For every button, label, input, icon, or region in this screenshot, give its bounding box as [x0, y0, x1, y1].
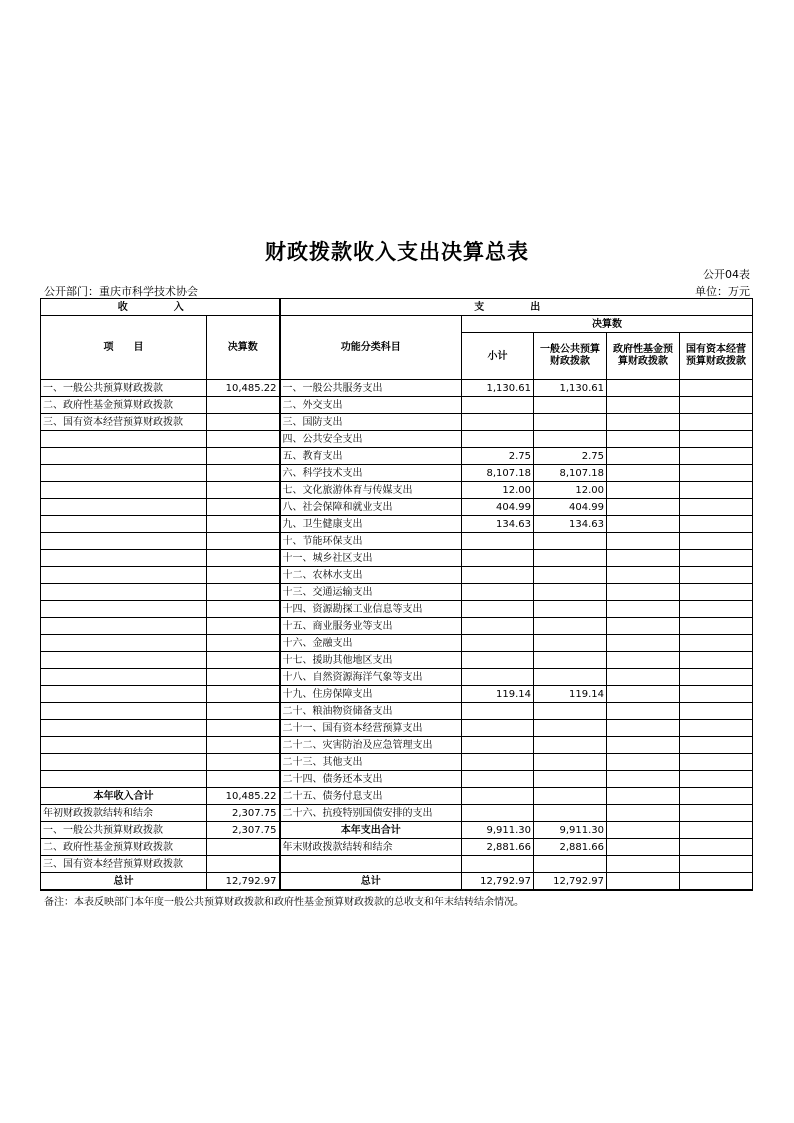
gov-fund-cell [607, 482, 680, 499]
subtotal-cell [462, 788, 534, 805]
income-amount-cell [207, 856, 280, 873]
expense-item-cell: 十五、商业服务业等支出 [280, 618, 462, 635]
gov-fund-cell [607, 584, 680, 601]
general-budget-cell [534, 703, 607, 720]
income-item-cell [41, 618, 207, 635]
subtotal-cell [462, 635, 534, 652]
table-row [41, 839, 753, 856]
general-budget-header: 一般公共预算财政拨款 [534, 333, 607, 380]
general-budget-cell [534, 856, 607, 873]
expense-item-cell: 二十一、国有资本经营预算支出 [280, 720, 462, 737]
state-capital-cell [680, 397, 753, 414]
unit-label: 单位：万元 [695, 285, 750, 298]
expense-item-cell: 二、外交支出 [280, 397, 462, 414]
subtotal-cell [462, 431, 534, 448]
table-row [41, 805, 753, 822]
subtotal-cell [462, 737, 534, 754]
table-row [41, 754, 753, 771]
income-amount-cell [207, 737, 280, 754]
subtotal-cell: 2.75 [462, 448, 534, 465]
state-capital-cell [680, 754, 753, 771]
form-code: 公开04表 [703, 268, 750, 281]
state-capital-cell [680, 414, 753, 431]
table-row [41, 652, 753, 669]
subtotal-cell: 12,792.97 [462, 873, 534, 891]
expense-item-cell: 二十、粮油物资储备支出 [280, 703, 462, 720]
general-budget-cell [534, 754, 607, 771]
general-budget-cell: 12.00 [534, 482, 607, 499]
financial-table [40, 298, 753, 891]
expense-item-cell: 九、卫生健康支出 [280, 516, 462, 533]
table-row [41, 550, 753, 567]
gov-fund-cell [607, 822, 680, 839]
general-budget-cell: 2,881.66 [534, 839, 607, 856]
gov-fund-cell [607, 669, 680, 686]
subtotal-cell: 1,130.61 [462, 380, 534, 397]
general-budget-cell [534, 567, 607, 584]
subtotal-cell [462, 533, 534, 550]
table-row [41, 669, 753, 686]
gov-fund-cell [607, 771, 680, 788]
table-row [41, 516, 753, 533]
gov-fund-cell [607, 788, 680, 805]
table-row [41, 380, 753, 397]
gov-fund-cell [607, 873, 680, 891]
state-capital-cell [680, 720, 753, 737]
table-row [41, 533, 753, 550]
table-row [41, 856, 753, 873]
gov-fund-cell [607, 448, 680, 465]
expense-item-cell: 十四、资源勘探工业信息等支出 [280, 601, 462, 618]
state-capital-cell [680, 873, 753, 891]
expense-item-cell: 十七、援助其他地区支出 [280, 652, 462, 669]
subtotal-cell [462, 414, 534, 431]
income-amount-cell [207, 839, 280, 856]
state-capital-cell [680, 550, 753, 567]
table-row [41, 737, 753, 754]
expense-item-cell: 八、社会保障和就业支出 [280, 499, 462, 516]
state-capital-cell [680, 516, 753, 533]
income-item-cell [41, 601, 207, 618]
expense-item-cell [280, 856, 462, 873]
general-budget-cell [534, 635, 607, 652]
state-capital-cell [680, 635, 753, 652]
income-amount-cell [207, 499, 280, 516]
state-capital-cell [680, 686, 753, 703]
general-budget-cell: 12,792.97 [534, 873, 607, 891]
expense-item-cell: 总计 [280, 873, 462, 891]
income-item-cell [41, 482, 207, 499]
gov-fund-header: 政府性基金预算财政拨款 [607, 333, 680, 380]
income-item-cell [41, 516, 207, 533]
table-row [41, 703, 753, 720]
general-budget-cell: 119.14 [534, 686, 607, 703]
gov-fund-cell [607, 805, 680, 822]
subtotal-cell [462, 669, 534, 686]
income-amount-cell: 2,307.75 [207, 822, 280, 839]
table-row [41, 635, 753, 652]
state-capital-cell [680, 431, 753, 448]
state-capital-cell [680, 499, 753, 516]
func-item-header: 功能分类科目 [280, 316, 462, 380]
state-capital-cell [680, 601, 753, 618]
income-item-cell [41, 669, 207, 686]
expense-item-cell: 年末财政拨款结转和结余 [280, 839, 462, 856]
gov-fund-cell [607, 516, 680, 533]
state-capital-cell [680, 839, 753, 856]
subtotal-cell [462, 584, 534, 601]
income-amount-cell: 10,485.22 [207, 788, 280, 805]
general-budget-cell [534, 550, 607, 567]
department-label: 公开部门：重庆市科学技术协会 [44, 285, 198, 298]
subtotal-cell [462, 397, 534, 414]
state-capital-cell [680, 805, 753, 822]
income-amount-cell [207, 686, 280, 703]
table-row [41, 788, 753, 805]
general-budget-cell: 134.63 [534, 516, 607, 533]
gov-fund-cell [607, 635, 680, 652]
income-amount-cell: 10,485.22 [207, 380, 280, 397]
income-item-cell [41, 550, 207, 567]
general-budget-cell [534, 431, 607, 448]
income-item-cell [41, 686, 207, 703]
income-item-cell [41, 567, 207, 584]
income-amount-cell [207, 516, 280, 533]
income-header: 收 入 [41, 299, 280, 316]
general-budget-cell [534, 805, 607, 822]
income-amount-cell [207, 754, 280, 771]
final-header: 决算数 [462, 316, 753, 333]
income-item-cell: 年初财政拨款结转和结余 [41, 805, 207, 822]
general-budget-cell [534, 584, 607, 601]
state-capital-cell [680, 465, 753, 482]
income-item-cell [41, 448, 207, 465]
table-row [41, 720, 753, 737]
income-amount-cell [207, 431, 280, 448]
income-item-cell [41, 720, 207, 737]
gov-fund-cell [607, 533, 680, 550]
gov-fund-cell [607, 465, 680, 482]
income-amount-cell [207, 414, 280, 431]
state-capital-cell [680, 448, 753, 465]
expense-item-cell: 六、科学技术支出 [280, 465, 462, 482]
expense-item-cell: 二十二、灾害防治及应急管理支出 [280, 737, 462, 754]
table-row [41, 618, 753, 635]
subtotal-cell: 9,911.30 [462, 822, 534, 839]
income-item-cell [41, 584, 207, 601]
expense-item-cell: 五、教育支出 [280, 448, 462, 465]
general-budget-cell [534, 652, 607, 669]
state-capital-cell [680, 669, 753, 686]
expense-item-cell: 十九、住房保障支出 [280, 686, 462, 703]
income-item-cell: 三、国有资本经营预算财政拨款 [41, 414, 207, 431]
income-amount-cell [207, 601, 280, 618]
income-item-cell [41, 737, 207, 754]
general-budget-cell [534, 601, 607, 618]
state-capital-cell [680, 788, 753, 805]
gov-fund-cell [607, 686, 680, 703]
table-row [41, 686, 753, 703]
income-amount-cell [207, 635, 280, 652]
income-amount-cell [207, 550, 280, 567]
subtotal-cell [462, 856, 534, 873]
gov-fund-cell [607, 703, 680, 720]
income-amount-cell [207, 482, 280, 499]
table-row [41, 873, 753, 891]
expense-item-cell: 本年支出合计 [280, 822, 462, 839]
gov-fund-cell [607, 414, 680, 431]
income-item-cell [41, 465, 207, 482]
state-capital-cell [680, 737, 753, 754]
general-budget-cell: 1,130.61 [534, 380, 607, 397]
general-budget-cell: 8,107.18 [534, 465, 607, 482]
income-item-cell: 一、一般公共预算财政拨款 [41, 380, 207, 397]
gov-fund-cell [607, 618, 680, 635]
income-amount-cell [207, 669, 280, 686]
table-row [41, 448, 753, 465]
expense-item-cell: 四、公共安全支出 [280, 431, 462, 448]
table-row [41, 499, 753, 516]
subtotal-cell [462, 703, 534, 720]
subtotal-cell [462, 601, 534, 618]
income-item-cell [41, 652, 207, 669]
table-row [41, 397, 753, 414]
subtotal-cell [462, 567, 534, 584]
income-amount-cell [207, 771, 280, 788]
general-budget-cell [534, 397, 607, 414]
general-budget-cell [534, 720, 607, 737]
expense-item-cell: 十一、城乡社区支出 [280, 550, 462, 567]
table-row [41, 465, 753, 482]
gov-fund-cell [607, 839, 680, 856]
table-row [41, 601, 753, 618]
expense-header: 支 出 [280, 299, 753, 316]
expense-item-cell: 七、文化旅游体育与传媒支出 [280, 482, 462, 499]
subtotal-cell: 134.63 [462, 516, 534, 533]
expense-item-cell: 十六、金融支出 [280, 635, 462, 652]
income-item-cell: 本年收入合计 [41, 788, 207, 805]
state-capital-cell [680, 652, 753, 669]
subtotal-cell: 8,107.18 [462, 465, 534, 482]
subtotal-cell [462, 754, 534, 771]
general-budget-cell [534, 414, 607, 431]
income-item-cell: 二、政府性基金预算财政拨款 [41, 397, 207, 414]
income-amount-cell [207, 618, 280, 635]
income-item-cell: 三、国有资本经营预算财政拨款 [41, 856, 207, 873]
general-budget-cell [534, 737, 607, 754]
general-budget-cell: 9,911.30 [534, 822, 607, 839]
state-capital-cell [680, 533, 753, 550]
footnote: 备注：本表反映部门本年度一般公共预算财政拨款和政府性基金预算财政拨款的总收支和年末结转结余情况。 [44, 897, 524, 908]
subtotal-cell: 2,881.66 [462, 839, 534, 856]
subtotal-cell [462, 720, 534, 737]
income-amount-cell [207, 584, 280, 601]
state-capital-header: 国有资本经营预算财政拨款 [680, 333, 753, 380]
expense-item-cell: 十三、交通运输支出 [280, 584, 462, 601]
income-item-cell [41, 635, 207, 652]
income-amount-cell [207, 397, 280, 414]
expense-item-cell: 二十三、其他支出 [280, 754, 462, 771]
gov-fund-cell [607, 567, 680, 584]
general-budget-cell: 404.99 [534, 499, 607, 516]
state-capital-cell [680, 567, 753, 584]
general-budget-cell [534, 533, 607, 550]
income-item-cell: 总计 [41, 873, 207, 891]
gov-fund-cell [607, 737, 680, 754]
income-amount-cell [207, 652, 280, 669]
income-item-cell [41, 499, 207, 516]
subtotal-cell: 404.99 [462, 499, 534, 516]
income-item-cell [41, 754, 207, 771]
gov-fund-cell [607, 720, 680, 737]
subtotal-cell: 119.14 [462, 686, 534, 703]
gov-fund-cell [607, 397, 680, 414]
table-row [41, 584, 753, 601]
general-budget-cell [534, 788, 607, 805]
subtotal-cell [462, 652, 534, 669]
subtotal-cell [462, 550, 534, 567]
income-item-cell [41, 533, 207, 550]
general-budget-cell [534, 618, 607, 635]
gov-fund-cell [607, 380, 680, 397]
gov-fund-cell [607, 550, 680, 567]
income-amount-cell: 2,307.75 [207, 805, 280, 822]
table-row [41, 431, 753, 448]
state-capital-cell [680, 380, 753, 397]
expense-item-cell: 十八、自然资源海洋气象等支出 [280, 669, 462, 686]
subtotal-cell: 12.00 [462, 482, 534, 499]
expense-item-cell: 十、节能环保支出 [280, 533, 462, 550]
state-capital-cell [680, 482, 753, 499]
subtotal-cell [462, 618, 534, 635]
general-budget-cell [534, 771, 607, 788]
table-row [41, 822, 753, 839]
table-row [41, 482, 753, 499]
income-item-cell [41, 431, 207, 448]
table-row [41, 414, 753, 431]
income-amount-cell: 12,792.97 [207, 873, 280, 891]
subtotal-header: 小计 [462, 333, 534, 380]
income-amount-cell [207, 465, 280, 482]
gov-fund-cell [607, 431, 680, 448]
gov-fund-cell [607, 754, 680, 771]
expense-item-cell: 十二、农林水支出 [280, 567, 462, 584]
state-capital-cell [680, 703, 753, 720]
table-row [41, 567, 753, 584]
state-capital-cell [680, 771, 753, 788]
income-amount-cell [207, 567, 280, 584]
income-item-cell [41, 703, 207, 720]
general-budget-cell [534, 669, 607, 686]
expense-item-cell: 二十四、债务还本支出 [280, 771, 462, 788]
gov-fund-cell [607, 499, 680, 516]
state-capital-cell [680, 856, 753, 873]
item-header: 项 目 [41, 316, 207, 380]
subtotal-cell [462, 805, 534, 822]
income-amount-cell [207, 448, 280, 465]
expense-item-cell: 一、一般公共服务支出 [280, 380, 462, 397]
subtotal-cell [462, 771, 534, 788]
income-amount-cell [207, 720, 280, 737]
gov-fund-cell [607, 856, 680, 873]
income-item-cell: 二、政府性基金预算财政拨款 [41, 839, 207, 856]
gov-fund-cell [607, 601, 680, 618]
report-title: 财政拨款收入支出决算总表 [265, 240, 529, 264]
general-budget-cell: 2.75 [534, 448, 607, 465]
income-amount-cell [207, 703, 280, 720]
state-capital-cell [680, 584, 753, 601]
expense-item-cell: 三、国防支出 [280, 414, 462, 431]
state-capital-cell [680, 822, 753, 839]
income-item-cell: 一、一般公共预算财政拨款 [41, 822, 207, 839]
table-row [41, 771, 753, 788]
gov-fund-cell [607, 652, 680, 669]
income-amount-cell [207, 533, 280, 550]
state-capital-cell [680, 618, 753, 635]
amount-header: 决算数 [207, 316, 280, 380]
expense-item-cell: 二十五、债务付息支出 [280, 788, 462, 805]
income-item-cell [41, 771, 207, 788]
expense-item-cell: 二十六、抗疫特别国债安排的支出 [280, 805, 462, 822]
